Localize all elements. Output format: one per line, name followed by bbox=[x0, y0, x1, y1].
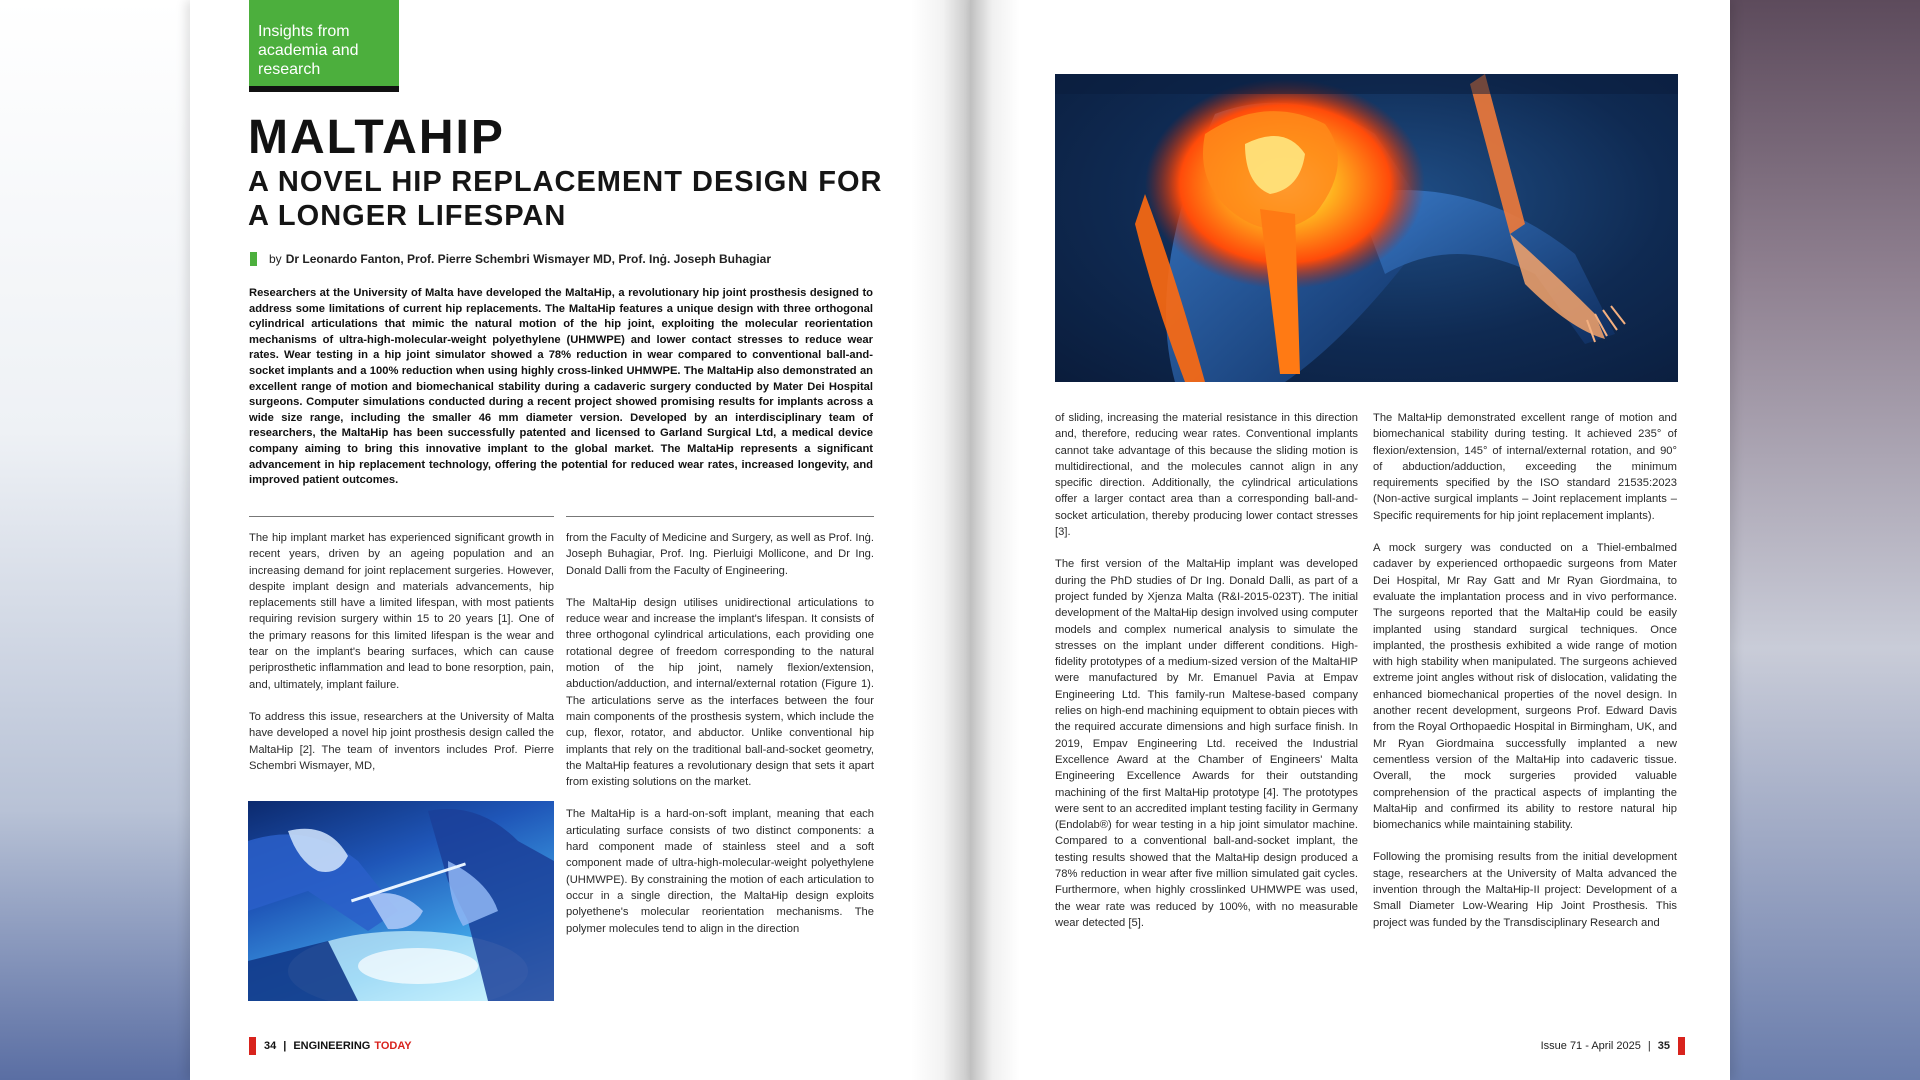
body-column-2 bbox=[566, 530, 874, 953]
article-title: MALTAHIP bbox=[248, 111, 505, 164]
page-number: 35 bbox=[1657, 1040, 1670, 1052]
left-page bbox=[190, 0, 970, 1080]
paragraph: Following the promising results from the initial development stage, researchers at the University of Malta advanced the invention through the MaltaHip-II project: Development of a Small Diameter Low-Wearing Hip Joint Prosthesis. This project was funded by the Transdisciplinary Research and bbox=[1373, 851, 1677, 929]
footer-marker bbox=[249, 1037, 256, 1055]
footer-separator: | bbox=[283, 1040, 287, 1052]
hip-skeleton-graphic bbox=[1055, 74, 1678, 382]
issue-info: Issue 71 - April 2025 bbox=[1540, 1040, 1641, 1052]
paragraph: The first version of the MaltaHip implant was developed during the PhD studies of Dr Ing. Donald Dalli, as part of a project funded by Xjenza Malta (R&I-2015-023T). The initial development of the MaltaHip design involved using computer models and complex numerical analysis to simulate the stresses on the implant under different conditions. High-fidelity prototypes of a medium-sized version of the MaltaHIP were manufactured by Mr. Emanuel Pavia at Empav Engineering Ltd. This family-run Maltese-based company relies on high-end machining equipment to obtain pieces with the required accurate dimensions and high surface finish. In 2019, Empav Engineering Ltd. received the Industrial Excellence Award at the Chamber of Engineers' Malta Engineering Excellence Awards for their outstanding machining of the first MaltaHip prototype [4]. The prototypes were sent to an accredited implant testing facility in Germany (Endolab®) for wear testing in a hip joint simulator machine. Compared to a conventional ball-and-socket implant, the testing results showed that the MaltaHip design produced a 78% reduction in wear after five million simulated gait cycles. Furthermore, when highly crosslinked UHMWPE was used, the wear rate was reduced by 100%, with no measurable wear detected [5]. bbox=[1055, 558, 1358, 929]
byline bbox=[250, 251, 771, 267]
column-divider-rule bbox=[249, 516, 554, 517]
paragraph: The MaltaHip is a hard-on-soft implant, meaning that each articulating surface consists of two distinct components: a hard component made of stainless steel and a soft component made of ultra-high-molecular-weight polyethylene (UHMWPE). By constraining the motion of each articulation to occur in a single direction, the MaltaHip design exploits polyethene's molecular reorientation mechanisms. The polymer molecules tend to align in the direction bbox=[566, 808, 874, 935]
footer-left bbox=[249, 1037, 412, 1055]
background-right bbox=[1730, 0, 1920, 1080]
abstract: Researchers at the University of Malta have developed the MaltaHip, a revolutionary hip joint prosthesis designed to address some limitations of current hip replacements. The MaltaHip features a unique design with three orthogonal cylindrical articulations that mimic the natural motion of the hip joint, exploiting the molecular reorientation mechanisms of ultra-high-molecular-weight polyethylene (UHMWPE) and lower contact stresses to reduce wear rates. Wear testing in a hip joint simulator showed a 78% reduction in wear compared to conventional ball-and-socket implants and a 100% reduction when using highly cross-linked UHMWPE. The MaltaHip also demonstrated an excellent range of motion and biomechanical stability during a cadaveric surgery conducted by Mater Dei Hospital surgeons. Computer simulations conducted during a recent project showed promising results for implants across a wide size range, including the smaller 46 mm diameter version. Developed by an interdisciplinary team of researchers, the MaltaHip has been successfully patented and licensed to Garland Surgical Ltd, a medical device company aiming to bring this innovative implant to the global market. The MaltaHip represents a significant advancement in hip replacement technology, offering the potential for reduced wear rates, increased longevity, and improved patient outcomes. bbox=[249, 287, 873, 487]
body-column-4 bbox=[1373, 410, 1677, 947]
right-page bbox=[970, 0, 1730, 1080]
paragraph: The MaltaHip design utilises unidirectional articulations to reduce wear and increase the implant's lifespan. It consists of three orthogonal cylindrical articulations, each providing one rotational degree of freedom corresponding to the natural motion of the hip joint, namely flexion/extension, abduction/adduction, and internal/external rotation (Figure 1). The articulations serve as the interfaces between the four main components of the prosthesis system, which include the cup, flexor, rotator, and abductor. Unlike conventional hip implants that rely on the traditional ball-and-socket geometry, the MaltaHip features a revolutionary design that sets it apart from existing solutions on the market. bbox=[566, 596, 874, 789]
body-column-3 bbox=[1055, 410, 1358, 947]
body-column-1 bbox=[249, 530, 554, 790]
hip-xray-illustration bbox=[1055, 74, 1678, 382]
paragraph: To address this issue, researchers at the University of Malta have developed a novel hip joint prosthesis design called the MaltaHip [2]. The team of inventors includes Prof. Pierre Schembri Wismayer, MD, bbox=[249, 710, 554, 772]
byline-authors: Dr Leonardo Fanton, Prof. Pierre Schembri Wismayer MD, Prof. Inġ. Joseph Buhagiar bbox=[285, 252, 772, 266]
magazine-brand: ENGINEERING bbox=[293, 1040, 371, 1052]
page-gutter-shadow bbox=[910, 0, 970, 1080]
magazine-brand-accent: TODAY bbox=[374, 1040, 412, 1052]
column-divider-rule bbox=[566, 516, 874, 517]
page-gutter-shadow bbox=[970, 0, 1020, 1080]
paragraph: A mock surgery was conducted on a Thiel-embalmed cadaver by experienced orthopaedic surgeons from Mater Dei Hospital, Mr Ray Gatt and Mr Ryan Giordmaina, to evaluate the implantation process and in vivo performance. The surgeons reported that the MaltaHip could be easily implanted using standard surgical techniques. Once implanted, the prosthesis exhibited a wide range of motion with high stability when manipulated. The surgeons achieved extreme joint angles without risk of dislocation, validating the enhanced biomechanical properties of the novel design. In another recent development, surgeons Prof. Edward Davis from the Royal Orthopaedic Hospital in Birmingham, UK, and Mr Ryan Giordmaina successfully implanted a new cementless version of the MaltaHip into cadaveric tissue. Overall, the mock surgeries provided valuable comprehension of the practical aspects of implanting the MaltaHip and confirmed its ability to restore natural hip biomechanics while maintaining stability. bbox=[1373, 542, 1677, 832]
paragraph: of sliding, increasing the material resistance in this direction and, therefore, reducing wear rates. Conventional implants cannot take advantage of this because the sliding motion is multidirectional, and the molecules cannot align in any specific direction. Additionally, the cylindrical articulations offer a larger contact area than a corresponding ball-and-socket articulation, thereby producing lower contact stresses [3]. bbox=[1055, 412, 1358, 539]
byline-marker bbox=[250, 252, 257, 266]
section-tag: Insights from academia and research bbox=[249, 0, 399, 92]
paragraph: from the Faculty of Medicine and Surgery, as well as Prof. Inġ. Joseph Buhagiar, Prof. Ing. Pierluigi Mollicone, and Dr Ing. Donald Dalli from the Faculty of Engineering. bbox=[566, 532, 874, 577]
footer-marker bbox=[1678, 1037, 1685, 1055]
paragraph: The hip implant market has experienced significant growth in recent years, driven by an ageing population and an increasing demand for joint replacement surgeries. However, despite implant design and materials advancements, hip replacements still have a limited lifespan, with most patients requiring revision surgery within 15 to 20 years [1]. One of the primary reasons for this limited lifespan is the wear and tear on the implant's bearing surfaces, which can cause periprosthetic inflammation and lead to bone resorption, pain, and, ultimately, implant failure. bbox=[249, 532, 554, 691]
paragraph: The MaltaHip demonstrated excellent range of motion and biomechanical stability during testing. It achieved 235° of flexion/extension, 145° of internal/external rotation, and 90° of abduction/adduction, exceeding the minimum requirements specified by the ISO standard 21535:2023 (Non-active surgical implants – Joint replacement implants – Specific requirements for hip joint replacement implants). bbox=[1373, 412, 1677, 522]
footer-right bbox=[1541, 1037, 1685, 1055]
background-left bbox=[0, 0, 200, 1080]
surgery-photo-illustration bbox=[248, 801, 554, 1001]
surgery-photo bbox=[248, 801, 554, 1001]
page-number: 34 bbox=[264, 1040, 277, 1052]
footer-separator: | bbox=[1647, 1040, 1651, 1052]
article-subtitle: A NOVEL HIP REPLACEMENT DESIGN FOR A LONGER LIFESPAN bbox=[248, 166, 883, 232]
byline-prefix: by bbox=[269, 252, 282, 266]
